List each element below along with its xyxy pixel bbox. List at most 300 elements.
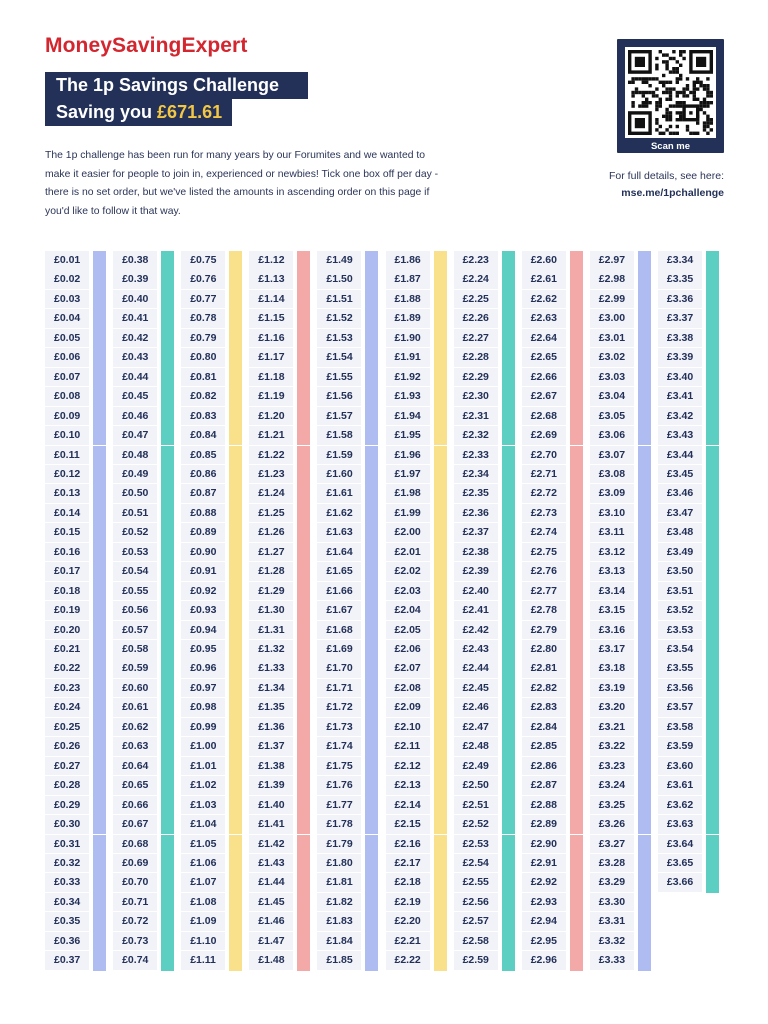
tick-box[interactable] (93, 348, 106, 367)
tick-box[interactable] (229, 426, 242, 445)
tick-box[interactable] (229, 873, 242, 892)
tick-box[interactable] (229, 523, 242, 542)
tick-box[interactable] (502, 757, 515, 776)
tick-box[interactable] (161, 815, 174, 834)
tick-box[interactable] (93, 854, 106, 873)
tick-box[interactable] (434, 776, 447, 795)
tick-box[interactable] (706, 426, 719, 445)
tick-box[interactable] (365, 601, 378, 620)
tick-box[interactable] (161, 562, 174, 581)
tick-box[interactable] (229, 504, 242, 523)
tick-box[interactable] (297, 407, 310, 426)
tick-box[interactable] (706, 562, 719, 581)
tick-box[interactable] (229, 484, 242, 503)
tick-box[interactable] (638, 640, 651, 659)
tick-box[interactable] (502, 621, 515, 640)
tick-box[interactable] (365, 951, 378, 970)
tick-box[interactable] (706, 757, 719, 776)
tick-box[interactable] (93, 951, 106, 970)
tick-box[interactable] (502, 582, 515, 601)
tick-box[interactable] (161, 757, 174, 776)
tick-box[interactable] (706, 484, 719, 503)
tick-box[interactable] (365, 251, 378, 270)
tick-box[interactable] (297, 601, 310, 620)
tick-box[interactable] (93, 543, 106, 562)
tick-box[interactable] (365, 659, 378, 678)
tick-box[interactable] (229, 854, 242, 873)
tick-box[interactable] (297, 582, 310, 601)
tick-box[interactable] (365, 348, 378, 367)
tick-box[interactable] (570, 582, 583, 601)
tick-box[interactable] (706, 582, 719, 601)
tick-box[interactable] (502, 348, 515, 367)
tick-box[interactable] (161, 270, 174, 289)
tick-box[interactable] (365, 465, 378, 484)
tick-box[interactable] (161, 465, 174, 484)
tick-box[interactable] (434, 387, 447, 406)
qr-code-panel[interactable] (617, 39, 724, 153)
tick-box[interactable] (638, 854, 651, 873)
tick-box[interactable] (365, 543, 378, 562)
tick-box[interactable] (229, 329, 242, 348)
tick-box[interactable] (297, 270, 310, 289)
tick-box[interactable] (706, 835, 719, 854)
tick-box[interactable] (638, 621, 651, 640)
tick-box[interactable] (93, 659, 106, 678)
tick-box[interactable] (297, 348, 310, 367)
tick-box[interactable] (502, 796, 515, 815)
tick-box[interactable] (229, 718, 242, 737)
tick-box[interactable] (434, 601, 447, 620)
tick-box[interactable] (706, 504, 719, 523)
tick-box[interactable] (638, 484, 651, 503)
tick-box[interactable] (434, 368, 447, 387)
tick-box[interactable] (638, 562, 651, 581)
tick-box[interactable] (229, 582, 242, 601)
tick-box[interactable] (365, 426, 378, 445)
tick-box[interactable] (706, 543, 719, 562)
tick-box[interactable] (297, 446, 310, 465)
tick-box[interactable] (297, 484, 310, 503)
tick-box[interactable] (570, 796, 583, 815)
tick-box[interactable] (93, 640, 106, 659)
tick-box[interactable] (161, 329, 174, 348)
tick-box[interactable] (365, 484, 378, 503)
tick-box[interactable] (297, 873, 310, 892)
tick-box[interactable] (570, 465, 583, 484)
tick-box[interactable] (297, 679, 310, 698)
tick-box[interactable] (570, 698, 583, 717)
tick-box[interactable] (638, 932, 651, 951)
tick-box[interactable] (229, 348, 242, 367)
tick-box[interactable] (229, 309, 242, 328)
tick-box[interactable] (229, 387, 242, 406)
tick-box[interactable] (502, 737, 515, 756)
tick-box[interactable] (502, 601, 515, 620)
tick-box[interactable] (161, 835, 174, 854)
tick-box[interactable] (434, 543, 447, 562)
tick-box[interactable] (434, 932, 447, 951)
tick-box[interactable] (93, 873, 106, 892)
tick-box[interactable] (706, 309, 719, 328)
tick-box[interactable] (502, 815, 515, 834)
tick-box[interactable] (93, 407, 106, 426)
tick-box[interactable] (434, 523, 447, 542)
tick-box[interactable] (434, 446, 447, 465)
tick-box[interactable] (297, 465, 310, 484)
tick-box[interactable] (638, 873, 651, 892)
tick-box[interactable] (161, 873, 174, 892)
tick-box[interactable] (570, 329, 583, 348)
tick-box[interactable] (502, 659, 515, 678)
tick-box[interactable] (93, 309, 106, 328)
tick-box[interactable] (434, 309, 447, 328)
tick-box[interactable] (706, 368, 719, 387)
tick-box[interactable] (297, 290, 310, 309)
tick-box[interactable] (570, 387, 583, 406)
tick-box[interactable] (229, 640, 242, 659)
tick-box[interactable] (434, 873, 447, 892)
tick-box[interactable] (502, 387, 515, 406)
tick-box[interactable] (638, 698, 651, 717)
tick-box[interactable] (638, 659, 651, 678)
tick-box[interactable] (365, 582, 378, 601)
tick-box[interactable] (570, 621, 583, 640)
tick-box[interactable] (638, 776, 651, 795)
tick-box[interactable] (365, 912, 378, 931)
tick-box[interactable] (434, 815, 447, 834)
tick-box[interactable] (502, 309, 515, 328)
tick-box[interactable] (570, 368, 583, 387)
tick-box[interactable] (434, 698, 447, 717)
tick-box[interactable] (297, 698, 310, 717)
tick-box[interactable] (365, 815, 378, 834)
tick-box[interactable] (502, 873, 515, 892)
tick-box[interactable] (502, 562, 515, 581)
tick-box[interactable] (365, 835, 378, 854)
tick-box[interactable] (570, 737, 583, 756)
tick-box[interactable] (229, 796, 242, 815)
tick-box[interactable] (93, 504, 106, 523)
tick-box[interactable] (502, 893, 515, 912)
tick-box[interactable] (365, 932, 378, 951)
tick-box[interactable] (638, 465, 651, 484)
tick-box[interactable] (297, 893, 310, 912)
tick-box[interactable] (706, 698, 719, 717)
tick-box[interactable] (570, 640, 583, 659)
tick-box[interactable] (161, 446, 174, 465)
tick-box[interactable] (93, 368, 106, 387)
tick-box[interactable] (434, 854, 447, 873)
tick-box[interactable] (706, 329, 719, 348)
tick-box[interactable] (706, 815, 719, 834)
tick-box[interactable] (229, 698, 242, 717)
tick-box[interactable] (638, 368, 651, 387)
tick-box[interactable] (297, 737, 310, 756)
tick-box[interactable] (229, 776, 242, 795)
tick-box[interactable] (638, 348, 651, 367)
tick-box[interactable] (93, 932, 106, 951)
tick-box[interactable] (570, 932, 583, 951)
tick-box[interactable] (93, 446, 106, 465)
tick-box[interactable] (365, 368, 378, 387)
tick-box[interactable] (502, 718, 515, 737)
tick-box[interactable] (638, 796, 651, 815)
tick-box[interactable] (502, 854, 515, 873)
tick-box[interactable] (297, 523, 310, 542)
tick-box[interactable] (229, 407, 242, 426)
tick-box[interactable] (229, 951, 242, 970)
tick-box[interactable] (161, 932, 174, 951)
tick-box[interactable] (365, 737, 378, 756)
tick-box[interactable] (229, 290, 242, 309)
tick-box[interactable] (297, 621, 310, 640)
tick-box[interactable] (638, 309, 651, 328)
tick-box[interactable] (161, 912, 174, 931)
tick-box[interactable] (434, 951, 447, 970)
tick-box[interactable] (502, 251, 515, 270)
tick-box[interactable] (161, 523, 174, 542)
tick-box[interactable] (161, 426, 174, 445)
tick-box[interactable] (706, 796, 719, 815)
tick-box[interactable] (706, 679, 719, 698)
tick-box[interactable] (502, 932, 515, 951)
tick-box[interactable] (638, 912, 651, 931)
tick-box[interactable] (161, 543, 174, 562)
tick-box[interactable] (570, 659, 583, 678)
tick-box[interactable] (570, 484, 583, 503)
tick-box[interactable] (229, 737, 242, 756)
tick-box[interactable] (93, 757, 106, 776)
tick-box[interactable] (638, 329, 651, 348)
tick-box[interactable] (365, 504, 378, 523)
tick-box[interactable] (229, 446, 242, 465)
tick-box[interactable] (297, 951, 310, 970)
tick-box[interactable] (502, 446, 515, 465)
tick-box[interactable] (297, 640, 310, 659)
tick-box[interactable] (93, 698, 106, 717)
tick-box[interactable] (365, 873, 378, 892)
tick-box[interactable] (297, 659, 310, 678)
tick-box[interactable] (365, 407, 378, 426)
tick-box[interactable] (161, 659, 174, 678)
tick-box[interactable] (365, 893, 378, 912)
tick-box[interactable] (706, 776, 719, 795)
tick-box[interactable] (638, 543, 651, 562)
tick-box[interactable] (434, 893, 447, 912)
tick-box[interactable] (365, 854, 378, 873)
tick-box[interactable] (570, 426, 583, 445)
tick-box[interactable] (161, 484, 174, 503)
tick-box[interactable] (570, 718, 583, 737)
tick-box[interactable] (434, 718, 447, 737)
tick-box[interactable] (161, 621, 174, 640)
tick-box[interactable] (434, 290, 447, 309)
tick-box[interactable] (570, 251, 583, 270)
tick-box[interactable] (706, 601, 719, 620)
tick-box[interactable] (638, 835, 651, 854)
tick-box[interactable] (570, 446, 583, 465)
tick-box[interactable] (161, 290, 174, 309)
tick-box[interactable] (434, 562, 447, 581)
tick-box[interactable] (93, 718, 106, 737)
tick-box[interactable] (434, 621, 447, 640)
tick-box[interactable] (93, 737, 106, 756)
tick-box[interactable] (229, 835, 242, 854)
tick-box[interactable] (161, 640, 174, 659)
tick-box[interactable] (638, 893, 651, 912)
tick-box[interactable] (638, 582, 651, 601)
tick-box[interactable] (93, 893, 106, 912)
tick-box[interactable] (502, 484, 515, 503)
tick-box[interactable] (161, 387, 174, 406)
tick-box[interactable] (93, 562, 106, 581)
tick-box[interactable] (638, 523, 651, 542)
tick-box[interactable] (502, 543, 515, 562)
tick-box[interactable] (434, 426, 447, 445)
tick-box[interactable] (93, 912, 106, 931)
tick-box[interactable] (297, 368, 310, 387)
tick-box[interactable] (297, 854, 310, 873)
tick-box[interactable] (434, 835, 447, 854)
tick-box[interactable] (570, 309, 583, 328)
tick-box[interactable] (706, 387, 719, 406)
tick-box[interactable] (570, 757, 583, 776)
tick-box[interactable] (229, 757, 242, 776)
tick-box[interactable] (365, 290, 378, 309)
tick-box[interactable] (638, 251, 651, 270)
details-link[interactable]: mse.me/1pchallenge (621, 187, 724, 199)
tick-box[interactable] (706, 640, 719, 659)
tick-box[interactable] (93, 387, 106, 406)
tick-box[interactable] (365, 446, 378, 465)
tick-box[interactable] (161, 348, 174, 367)
tick-box[interactable] (706, 659, 719, 678)
tick-box[interactable] (570, 951, 583, 970)
tick-box[interactable] (502, 679, 515, 698)
tick-box[interactable] (706, 290, 719, 309)
tick-box[interactable] (297, 504, 310, 523)
tick-box[interactable] (229, 562, 242, 581)
tick-box[interactable] (434, 912, 447, 931)
tick-box[interactable] (706, 737, 719, 756)
tick-box[interactable] (365, 796, 378, 815)
tick-box[interactable] (570, 601, 583, 620)
tick-box[interactable] (365, 309, 378, 328)
tick-box[interactable] (706, 270, 719, 289)
tick-box[interactable] (93, 815, 106, 834)
tick-box[interactable] (229, 601, 242, 620)
tick-box[interactable] (434, 582, 447, 601)
tick-box[interactable] (638, 737, 651, 756)
tick-box[interactable] (638, 718, 651, 737)
tick-box[interactable] (365, 562, 378, 581)
tick-box[interactable] (706, 523, 719, 542)
tick-box[interactable] (502, 329, 515, 348)
tick-box[interactable] (365, 329, 378, 348)
tick-box[interactable] (502, 426, 515, 445)
tick-box[interactable] (638, 290, 651, 309)
tick-box[interactable] (161, 601, 174, 620)
tick-box[interactable] (570, 893, 583, 912)
tick-box[interactable] (502, 504, 515, 523)
tick-box[interactable] (434, 251, 447, 270)
tick-box[interactable] (93, 426, 106, 445)
tick-box[interactable] (434, 407, 447, 426)
tick-box[interactable] (706, 251, 719, 270)
tick-box[interactable] (638, 446, 651, 465)
tick-box[interactable] (365, 776, 378, 795)
tick-box[interactable] (93, 679, 106, 698)
tick-box[interactable] (502, 640, 515, 659)
tick-box[interactable] (706, 854, 719, 873)
tick-box[interactable] (93, 484, 106, 503)
tick-box[interactable] (365, 621, 378, 640)
tick-box[interactable] (93, 776, 106, 795)
tick-box[interactable] (229, 679, 242, 698)
tick-box[interactable] (229, 368, 242, 387)
tick-box[interactable] (365, 523, 378, 542)
tick-box[interactable] (570, 407, 583, 426)
tick-box[interactable] (365, 640, 378, 659)
tick-box[interactable] (93, 329, 106, 348)
tick-box[interactable] (297, 329, 310, 348)
tick-box[interactable] (502, 835, 515, 854)
tick-box[interactable] (93, 621, 106, 640)
tick-box[interactable] (706, 446, 719, 465)
tick-box[interactable] (434, 679, 447, 698)
tick-box[interactable] (229, 815, 242, 834)
tick-box[interactable] (93, 523, 106, 542)
tick-box[interactable] (365, 270, 378, 289)
tick-box[interactable] (229, 932, 242, 951)
tick-box[interactable] (297, 932, 310, 951)
tick-box[interactable] (297, 251, 310, 270)
tick-box[interactable] (93, 465, 106, 484)
tick-box[interactable] (161, 718, 174, 737)
tick-box[interactable] (638, 601, 651, 620)
tick-box[interactable] (502, 523, 515, 542)
tick-box[interactable] (229, 270, 242, 289)
tick-box[interactable] (706, 465, 719, 484)
tick-box[interactable] (297, 815, 310, 834)
tick-box[interactable] (638, 815, 651, 834)
tick-box[interactable] (570, 835, 583, 854)
tick-box[interactable] (706, 873, 719, 892)
tick-box[interactable] (297, 562, 310, 581)
tick-box[interactable] (161, 951, 174, 970)
tick-box[interactable] (434, 504, 447, 523)
tick-box[interactable] (502, 407, 515, 426)
tick-box[interactable] (434, 796, 447, 815)
tick-box[interactable] (93, 601, 106, 620)
tick-box[interactable] (297, 796, 310, 815)
tick-box[interactable] (297, 776, 310, 795)
tick-box[interactable] (434, 270, 447, 289)
tick-box[interactable] (434, 659, 447, 678)
tick-box[interactable] (638, 951, 651, 970)
tick-box[interactable] (93, 796, 106, 815)
tick-box[interactable] (638, 504, 651, 523)
tick-box[interactable] (297, 426, 310, 445)
tick-box[interactable] (570, 348, 583, 367)
tick-box[interactable] (570, 815, 583, 834)
tick-box[interactable] (229, 659, 242, 678)
tick-box[interactable] (161, 776, 174, 795)
tick-box[interactable] (638, 387, 651, 406)
tick-box[interactable] (706, 348, 719, 367)
tick-box[interactable] (434, 640, 447, 659)
